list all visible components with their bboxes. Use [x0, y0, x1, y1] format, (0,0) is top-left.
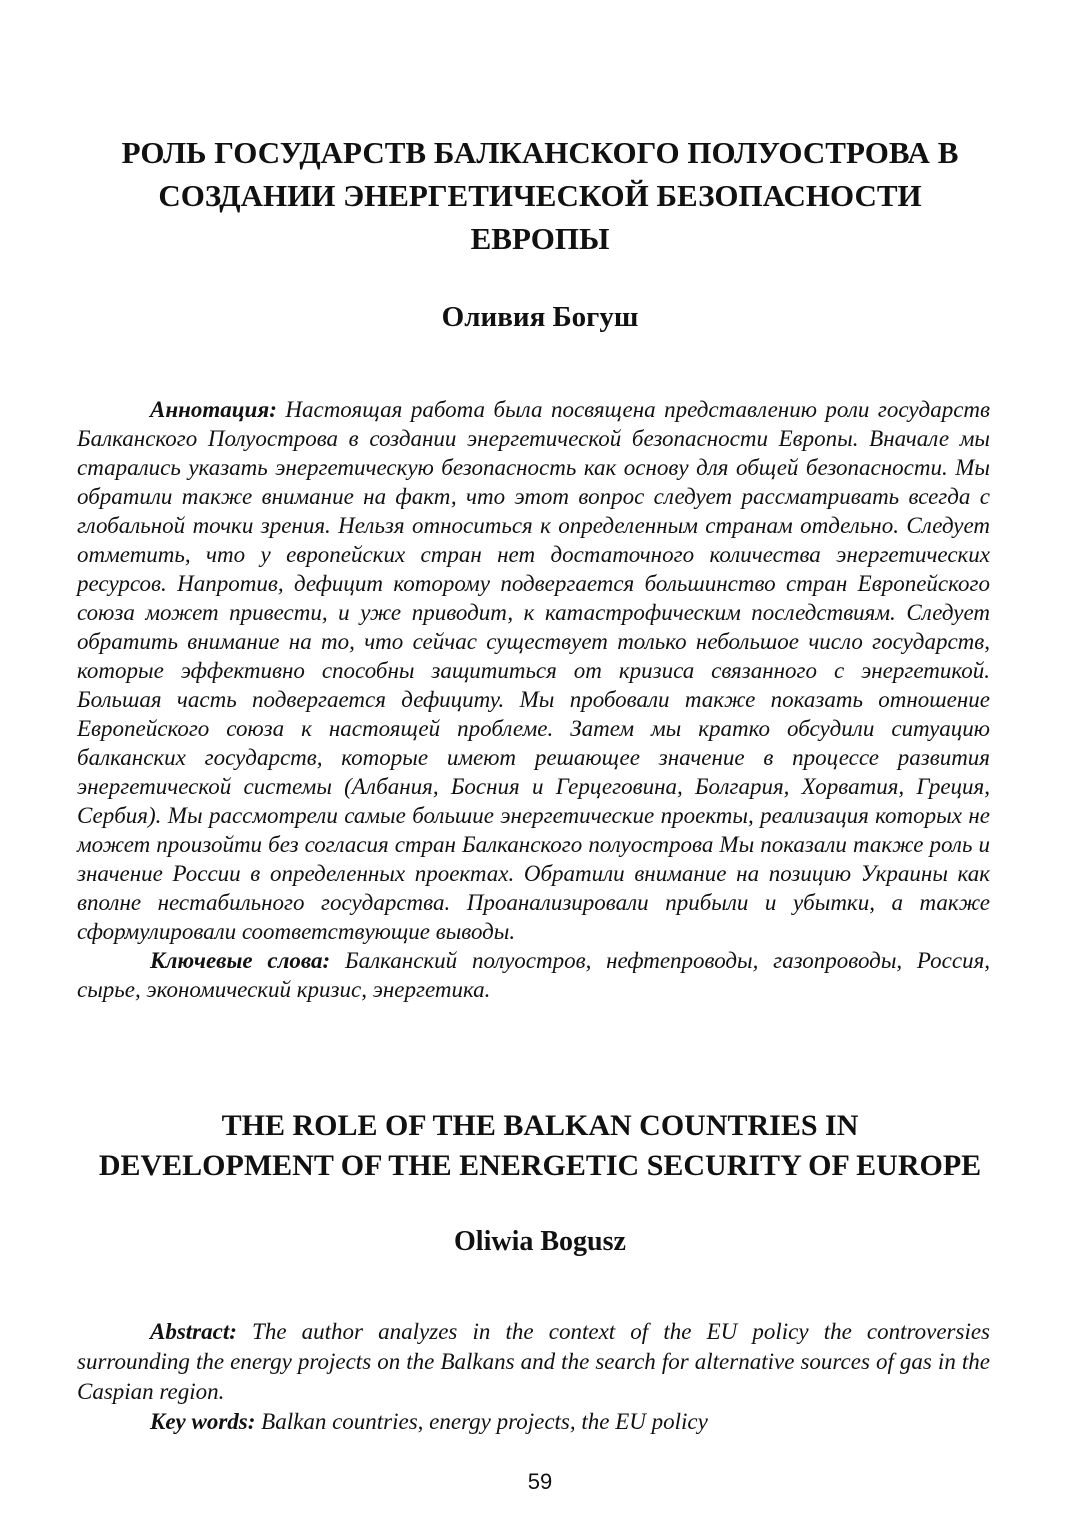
russian-abstract-block — [77, 395, 990, 1004]
english-title-line-2: DEVELOPMENT OF THE ENERGETIC SECURITY OF EUROPE — [98, 1149, 982, 1182]
russian-title-line-1: РОЛЬ ГОСУДАРСТВ БАЛКАНСКОГО ПОЛУОСТРОВА В — [121, 135, 959, 170]
english-abstract-label: Abstract: — [150, 1319, 237, 1344]
russian-abstract-text: Настоящая работа была посвящена представлению роли государств Балканского Полуострова в создании энергетической безопасности Европы. Вначале мы старались указать энергетическую безопасность как основу для общей безопасности. Мы обратили также внимание на факт, что этот вопрос следует рассматривать всегда с глобальной точки зрения. Нельзя относиться к определенным странам отдельно. Следует отметить, что у европейских стран нет достаточного количества энергетических ресурсов. Напротив, дефицит которому подвергается большинство стран Европейского союза может привести, и уже приводит, к катастрофическим последствиям. Следует обратить внимание на то, что сейчас существует только небольшое число государств, которые эффективно способны защититься от кризиса связанного с энергетикой. Большая часть подвергается дефициту. Мы пробовали также показать отношение Европейского союза к настоящей проблеме. Затем мы кратко обсудили ситуацию балканских государств, которые имеют решающее значение в процессе развития энергетической системы (Албания, Босния и Герцеговина, Болгария, Хорватия, Греция, Сербия). Мы рассмотрели самые большие энергетические проекты, реализация которых не может произойти без согласия стран Балканского полуострова Мы показали также роль и значение России в определенных проектах. Обратили внимание на позицию Украины как вполне нестабильного государства. Проанализировали прибыли и убытки, а также сформулировали соответствующие выводы. — [77, 397, 990, 944]
english-abstract — [77, 1317, 990, 1407]
english-title — [60, 1106, 1020, 1186]
russian-keywords-label: Ключевые слова: — [150, 948, 331, 973]
english-author: Oliwia Bogusz — [454, 1226, 626, 1257]
russian-title-line-2: СОЗДАНИИ ЭНЕРГЕТИЧЕСКОЙ БЕЗОПАСНОСТИ — [158, 178, 922, 213]
english-abstract-block — [77, 1317, 990, 1437]
russian-keywords — [77, 946, 990, 1004]
russian-keywords-text: Балканский полуостров, нефтепроводы, газопроводы, Россия, сырье, экономический кризис, энергетика. — [77, 948, 991, 1002]
english-keywords-text: Balkan countries, energy projects, the EU policy — [261, 1409, 708, 1434]
page-number: 59 — [527, 1469, 553, 1494]
russian-author: Оливия Богуш — [441, 301, 639, 333]
english-keywords — [77, 1407, 990, 1437]
russian-title — [60, 131, 1020, 260]
english-abstract-text: The author analyzes in the context of the EU policy the controversies surrounding the energy projects on the Balkans and the search for alternative sources of gas in the Caspian region. — [77, 1319, 991, 1404]
russian-abstract — [77, 395, 990, 946]
english-keywords-label: Key words: — [150, 1409, 256, 1434]
english-title-line-1: THE ROLE OF THE BALKAN COUNTRIES IN — [221, 1109, 859, 1142]
russian-title-line-3: ЕВРОПЫ — [470, 221, 610, 256]
russian-abstract-label: Аннотация: — [150, 397, 277, 422]
